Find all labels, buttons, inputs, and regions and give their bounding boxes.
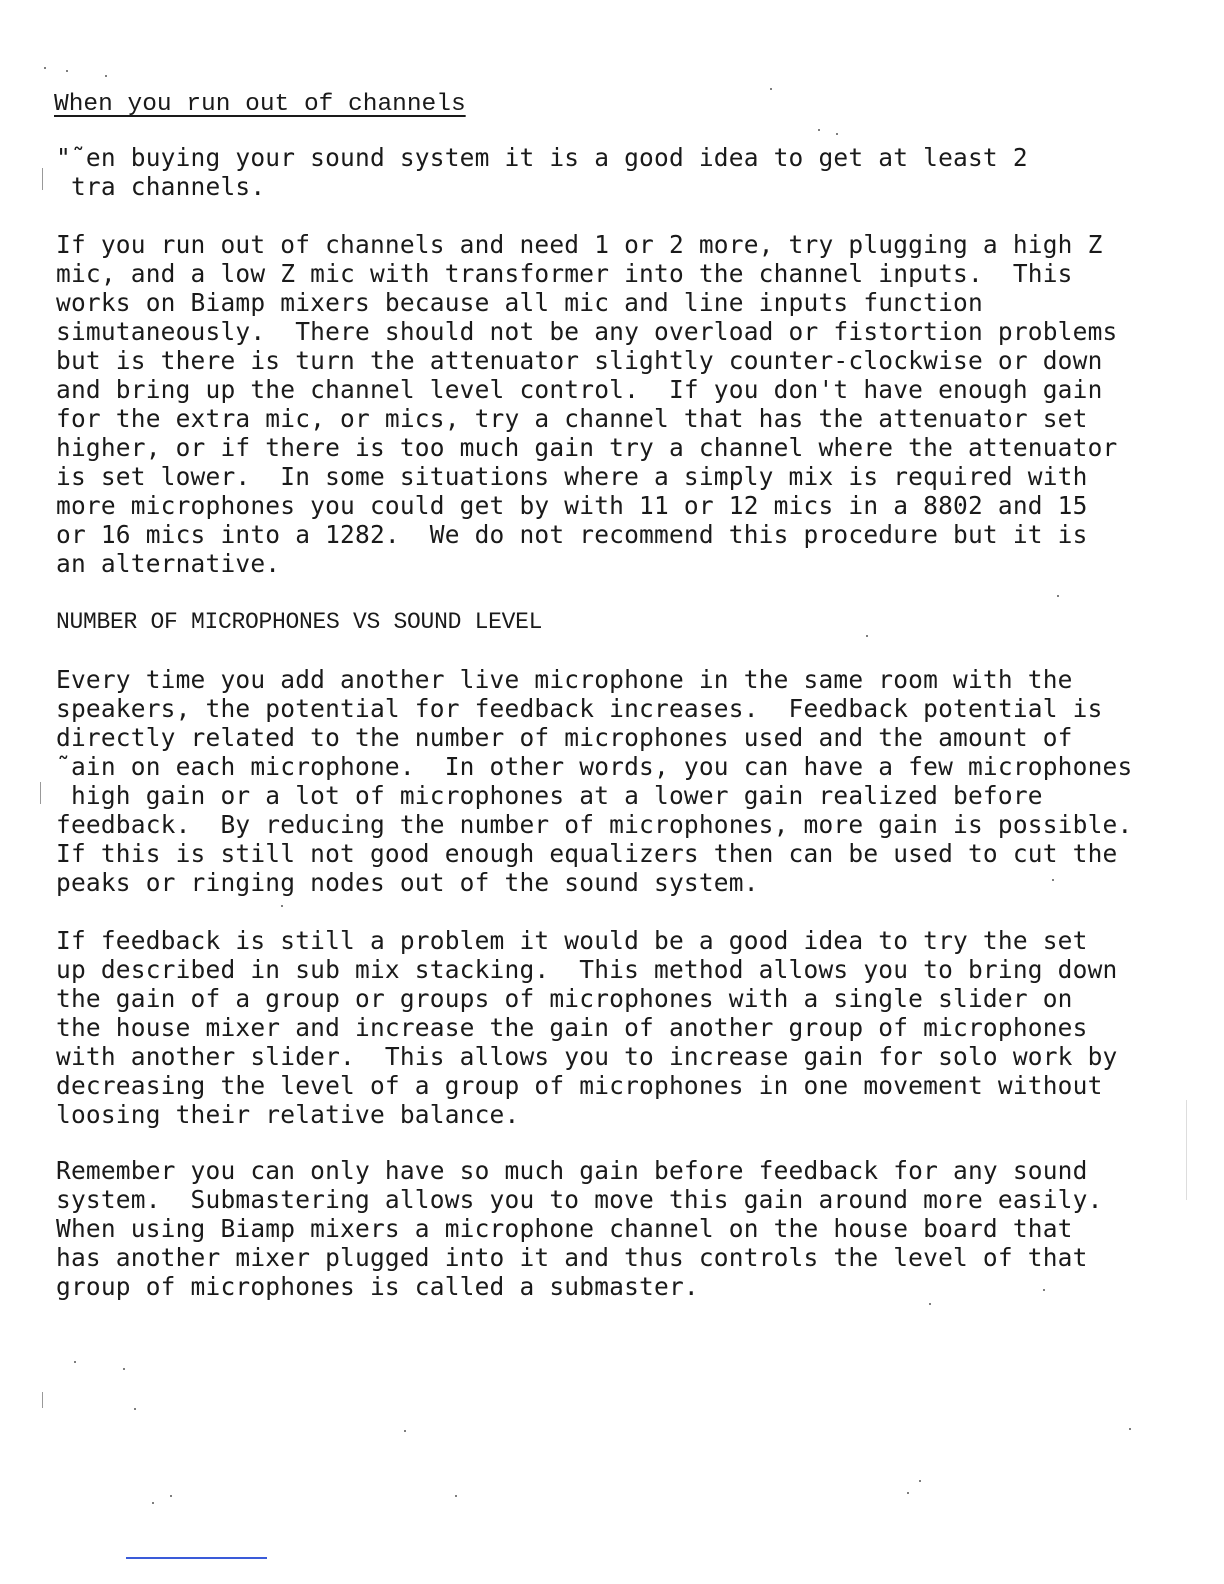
section-heading-out-of-channels: When you run out of channels xyxy=(54,91,466,118)
text-line: If feedback is still a problem it would be a good idea to try the set xyxy=(56,926,1088,955)
scan-speck xyxy=(929,1303,931,1305)
scan-speck xyxy=(1129,1428,1131,1430)
scan-speck xyxy=(1052,879,1054,881)
text-line: mic, and a low Z mic with transformer into the channel inputs. This xyxy=(56,259,1073,288)
text-line: feedback. By reducing the number of microphones, more gain is possible. xyxy=(56,810,1133,839)
text-line: When using Biamp mixers a microphone channel on the house board that xyxy=(56,1214,1073,1243)
text-line: higher, or if there is too much gain try a channel where the attenuator xyxy=(56,433,1118,462)
scan-speck xyxy=(455,1495,457,1497)
text-line: or 16 mics into a 1282. We do not recommend this procedure but it is xyxy=(56,520,1088,549)
text-line: for the extra mic, or mics, try a channel that has the attenuator set xyxy=(56,404,1088,433)
section-heading-microphones-vs-sound-level: NUMBER OF MICROPHONES VS SOUND LEVEL xyxy=(56,609,543,635)
scan-edge-mark xyxy=(40,782,41,804)
text-line: decreasing the level of a group of microphones in one movement without xyxy=(56,1071,1103,1100)
scan-speck xyxy=(123,1368,125,1370)
scan-speck xyxy=(170,1495,172,1497)
text-line: works on Biamp mixers because all mic and line inputs function xyxy=(56,288,983,317)
text-line: Every time you add another live microphone in the same room with the xyxy=(56,665,1073,694)
text-line: system. Submastering allows you to move this gain around more easily. xyxy=(56,1185,1103,1214)
text-line: peaks or ringing nodes out of the sound system. xyxy=(56,868,759,897)
text-line: the house mixer and increase the gain of another group of microphones xyxy=(56,1013,1088,1042)
text-line: directly related to the number of microphones used and the amount of xyxy=(56,723,1073,752)
text-line: speakers, the potential for feedback increases. Feedback potential is xyxy=(56,694,1103,723)
paragraph-submastering xyxy=(56,1156,1186,1301)
scan-edge-mark xyxy=(42,1392,43,1408)
scan-speck xyxy=(919,1480,921,1482)
scan-speck xyxy=(74,1361,76,1363)
text-line: Remember you can only have so much gain before feedback for any sound xyxy=(56,1156,1088,1185)
text-line: group of microphones is called a submaster. xyxy=(56,1272,699,1301)
text-line: and bring up the channel level control. If you don't have enough gain xyxy=(56,375,1103,404)
text-line: up described in sub mix stacking. This method allows you to bring down xyxy=(56,955,1118,984)
scan-speck xyxy=(1043,1289,1045,1291)
text-line: loosing their relative balance. xyxy=(56,1100,520,1129)
scan-speck xyxy=(907,1492,909,1494)
paragraph-buying-channels xyxy=(56,143,1186,201)
text-line: has another mixer plugged into it and thus controls the level of that xyxy=(56,1243,1088,1272)
text-line: with another slider. This allows you to increase gain for solo work by xyxy=(56,1042,1118,1071)
scan-edge-mark xyxy=(1186,1100,1187,1200)
text-line: If you run out of channels and need 1 or 2 more, try plugging a high Z xyxy=(56,230,1103,259)
scan-speck xyxy=(281,905,283,907)
scan-speck xyxy=(44,67,46,69)
text-line: If this is still not good enough equalizers then can be used to cut the xyxy=(56,839,1118,868)
scan-speck xyxy=(66,70,68,72)
text-line: is set lower. In some situations where a simply mix is required with xyxy=(56,462,1088,491)
scan-speck xyxy=(866,635,868,637)
scan-speck xyxy=(134,1408,136,1410)
paragraph-feedback-potential xyxy=(56,665,1186,897)
text-line: "˜en buying your sound system it is a good idea to get at least 2 xyxy=(56,143,1028,172)
scan-edge-mark xyxy=(42,168,43,190)
footer-rule xyxy=(126,1557,267,1559)
text-line: simutaneously. There should not be any overload or fistortion problems xyxy=(56,317,1118,346)
text-line: but is there is turn the attenuator slightly counter-clockwise or down xyxy=(56,346,1103,375)
text-line: the gain of a group or groups of microphones with a single slider on xyxy=(56,984,1073,1013)
scan-speck xyxy=(1057,595,1059,597)
scan-speck xyxy=(152,1502,154,1504)
scan-speck xyxy=(105,75,107,77)
paragraph-sub-mix-stacking xyxy=(56,926,1186,1129)
scan-speck xyxy=(770,88,772,90)
text-line: high gain or a lot of microphones at a lower gain realized before xyxy=(56,781,1043,810)
text-line: an alternative. xyxy=(56,549,281,578)
text-line: ˜ain on each microphone. In other words, you can have a few microphones xyxy=(56,752,1133,781)
scan-speck xyxy=(818,129,820,131)
scan-speck xyxy=(404,1430,406,1432)
text-line: tra channels. xyxy=(56,172,266,201)
scan-speck xyxy=(836,133,838,135)
paragraph-run-out-of-channels xyxy=(56,230,1186,578)
text-line: more microphones you could get by with 11 or 12 mics in a 8802 and 15 xyxy=(56,491,1088,520)
